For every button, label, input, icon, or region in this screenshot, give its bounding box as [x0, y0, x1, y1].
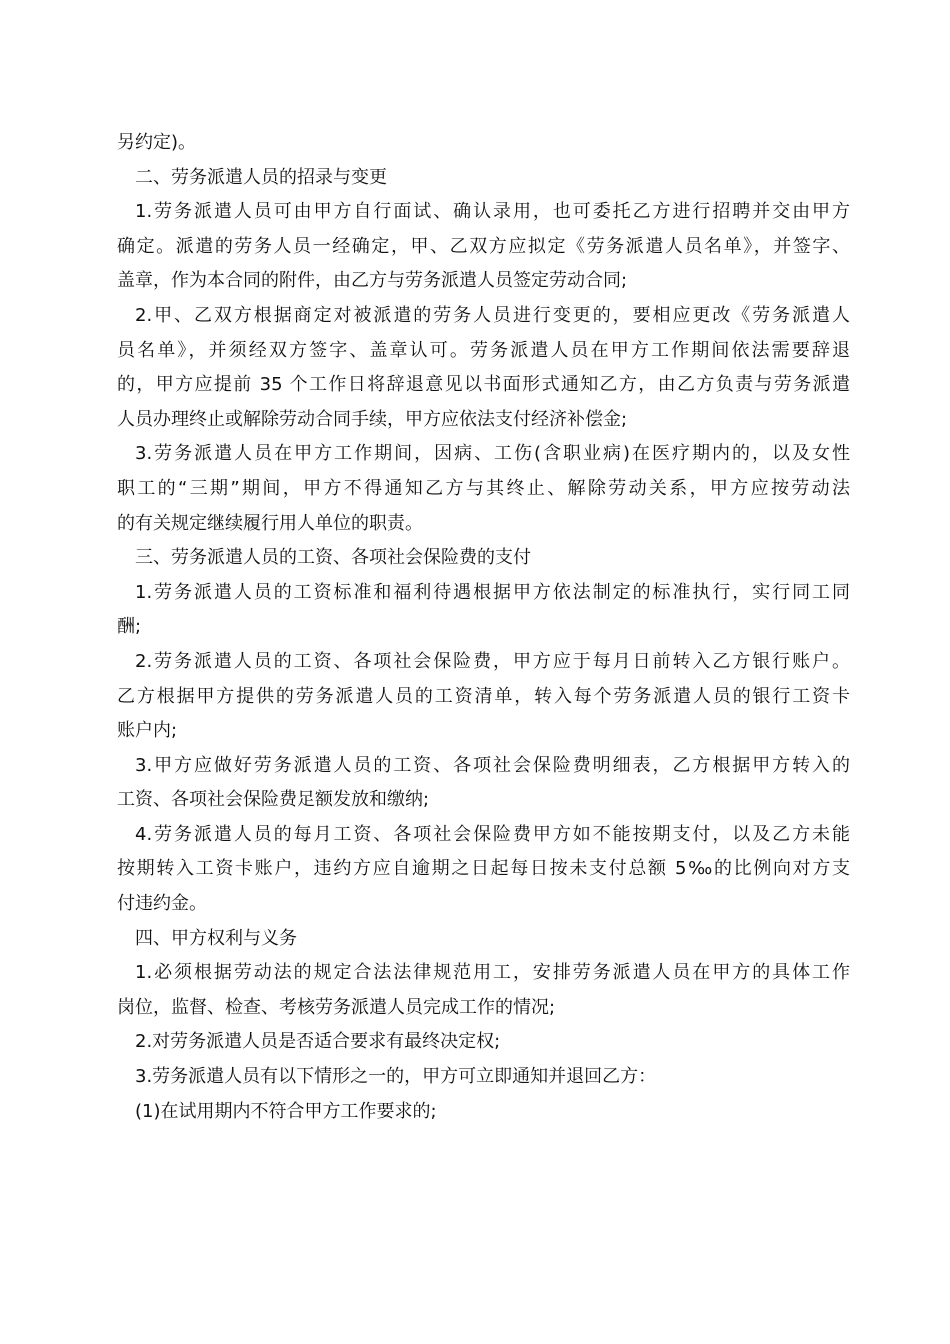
text-line: 1.劳务派遣人员的工资标准和福利待遇根据甲方依法制定的标准执行，实行同工同	[135, 581, 850, 603]
section-heading: 二、劳务派遣人员的招录与变更	[135, 166, 387, 188]
text-line: 2.对劳务派遣人员是否适合要求有最终决定权;	[135, 1031, 501, 1053]
text-line: 盖章，作为本合同的附件，由乙方与劳务派遣人员签定劳动合同;	[117, 270, 628, 292]
text-line: 按期转入工资卡账户，违约方应自逾期之日起每日按未支付总额 5‰的比例向对方支	[117, 858, 850, 880]
text-line: 2.劳务派遣人员的工资、各项社会保险费，甲方应于每月日前转入乙方银行账户。	[135, 650, 850, 672]
text-line: 另约定)。	[117, 132, 197, 153]
text-line: 付违约金。	[117, 893, 207, 915]
text-line: 1.劳务派遣人员可由甲方自行面试、确认录用，也可委托乙方进行招聘并交由甲方	[135, 201, 850, 223]
text-line: 确定。派遣的劳务人员一经确定，甲、乙双方应拟定《劳务派遣人员名单》，并签字、	[117, 235, 850, 257]
text-line: 4.劳务派遣人员的每月工资、各项社会保险费甲方如不能按期支付，以及乙方未能	[135, 823, 850, 845]
text-line: 2.甲、乙双方根据商定对被派遣的劳务人员进行变更的，要相应更改《劳务派遣人	[135, 304, 850, 326]
text-line: 1.必须根据劳动法的规定合法法律规范用工，安排劳务派遣人员在甲方的具体工作	[135, 962, 850, 984]
text-line: 3.劳务派遣人员有以下情形之一的，甲方可立即通知并退回乙方：	[135, 1066, 657, 1088]
text-line: 的有关规定继续履行用人单位的职责。	[117, 512, 423, 534]
text-line: 职工的“三期”期间，甲方不得通知乙方与其终止、解除劳动关系，甲方应按劳动法	[117, 477, 850, 499]
text-line: 3.甲方应做好劳务派遣人员的工资、各项社会保险费明细表，乙方根据甲方转入的	[135, 754, 850, 776]
section-heading: 四、甲方权利与义务	[135, 927, 297, 949]
text-line: 乙方根据甲方提供的劳务派遣人员的工资清单，转入每个劳务派遣人员的银行工资卡	[117, 685, 850, 707]
text-line: 酬;	[117, 616, 142, 638]
text-line: 的，甲方应提前 35 个工作日将辞退意见以书面形式通知乙方，由乙方负责与劳务派遣	[117, 374, 850, 396]
document-page	[117, 126, 850, 1129]
text-line: 3.劳务派遣人员在甲方工作期间，因病、工伤(含职业病)在医疗期内的，以及女性	[135, 443, 850, 465]
text-line: 人员办理终止或解除劳动合同手续，甲方应依法支付经济补偿金;	[117, 408, 628, 430]
text-line: (1)在试用期内不符合甲方工作要求的;	[135, 1100, 437, 1122]
text-line: 员名单》，并须经双方签字、盖章认可。劳务派遣人员在甲方工作期间依法需要辞退	[117, 339, 850, 361]
text-line: 工资、各项社会保险费足额发放和缴纳;	[117, 789, 430, 811]
text-line: 岗位，监督、检查、考核劳务派遣人员完成工作的情况;	[117, 996, 556, 1018]
section-heading: 三、劳务派遣人员的工资、各项社会保险费的支付	[135, 547, 531, 569]
text-line: 账户内;	[117, 720, 178, 742]
